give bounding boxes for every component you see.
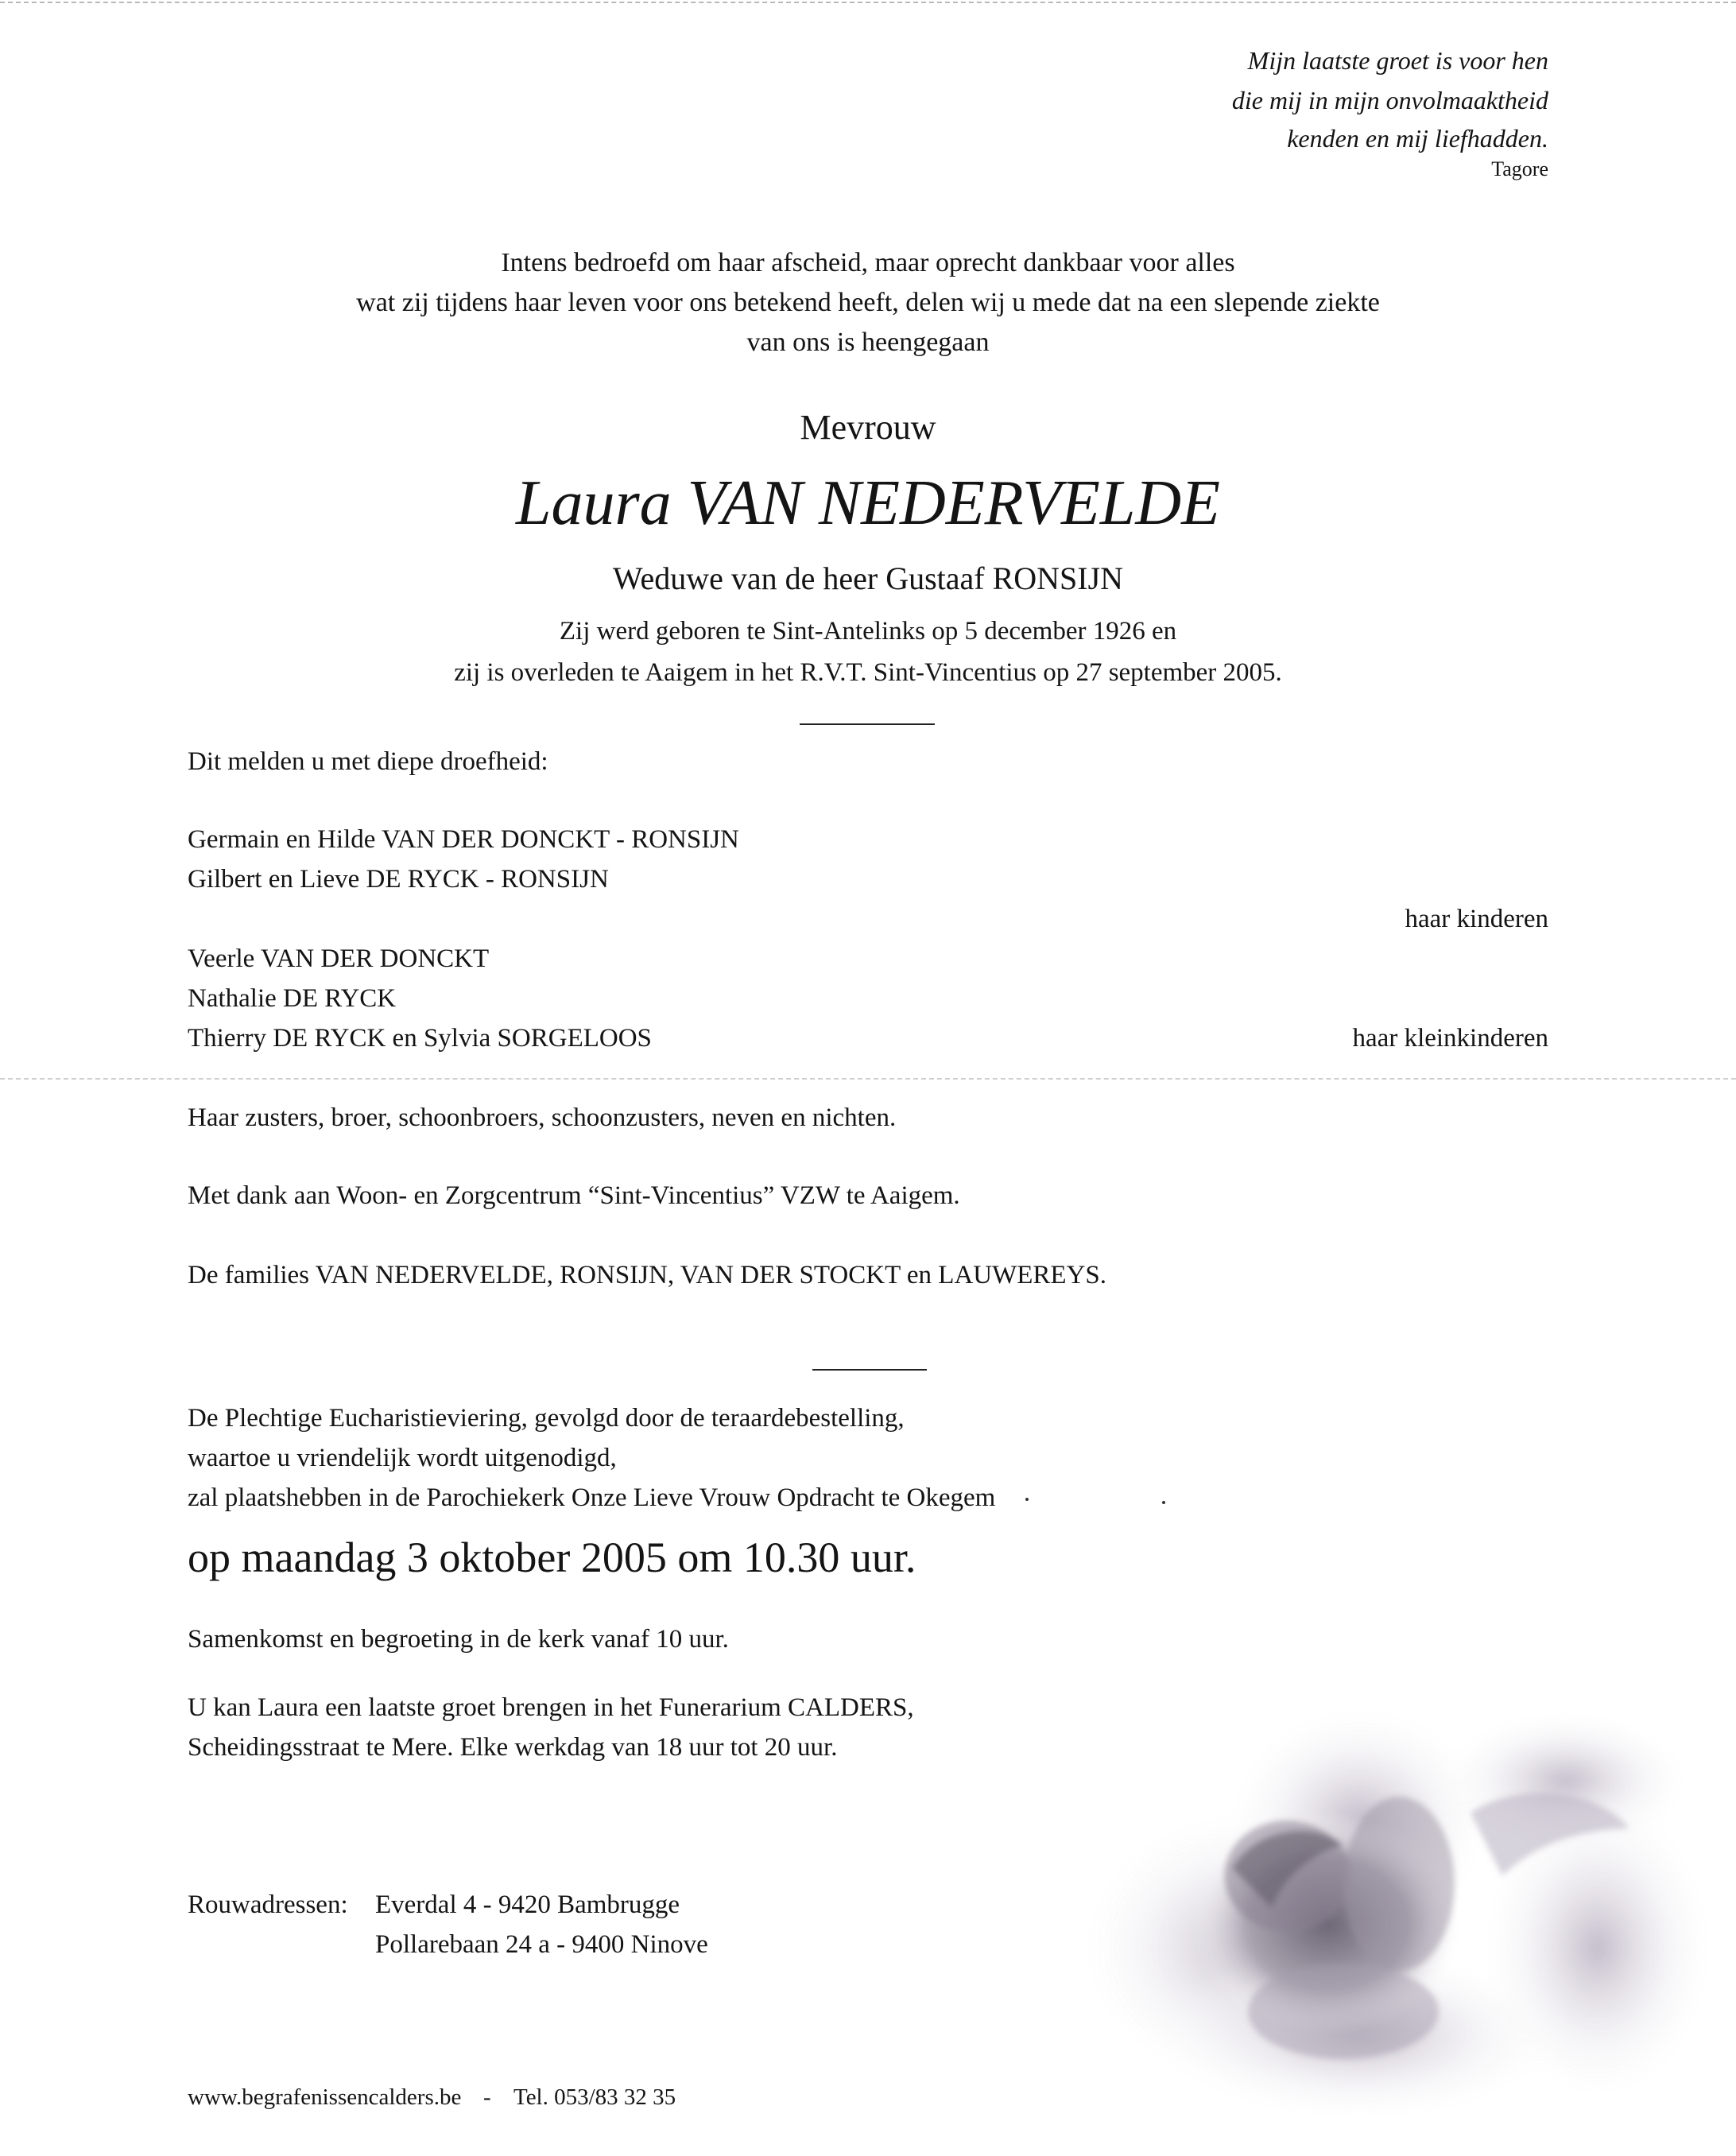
mourners-intro: Dit melden u met diepe droefheid: <box>188 747 548 776</box>
birth-line: Zij werd geboren te Sint-Antelinks op 5 december 1926 en <box>559 617 1177 646</box>
deceased-title: Mevrouw <box>800 408 936 447</box>
deceased-name: Laura VAN NEDERVELDE <box>516 468 1220 538</box>
intro-line-1: Intens bedroefd om haar afscheid, maar oprecht dankbaar voor alles <box>501 248 1235 277</box>
addresses-label: Rouwadressen: <box>188 1890 348 1919</box>
middle-fold-line <box>0 1078 1736 1080</box>
footer-separator: - <box>483 2084 491 2110</box>
quote-author: Tagore <box>1491 157 1548 180</box>
gathering-line: Samenkomst en begroeting in de kerk vanaf 10 uur. <box>188 1625 729 1654</box>
intro-line-2: wat zij tijdens haar leven voor ons betekend heeft, delen wij u mede dat na een slepende ziekte <box>356 288 1380 317</box>
ceremony-date: op maandag 3 oktober 2005 om 10.30 uur. <box>188 1534 916 1581</box>
top-fold-line <box>0 2 1736 3</box>
siblings-line: Haar zusters, broer, schoonbroers, schoonzusters, neven en nichten. <box>188 1103 897 1132</box>
visit-line-2: Scheidingsstraat te Mere. Elke werkdag van 18 uur tot 20 uur. <box>188 1733 838 1762</box>
death-line: zij is overleden te Aaigem in het R.V.T. Sint-Vincentius op 27 september 2005. <box>454 658 1282 687</box>
children-label: haar kinderen <box>1405 905 1548 933</box>
grandchild-2: Nathalie DE RYCK <box>188 984 397 1013</box>
phone-number: Tel. 053/83 32 35 <box>513 2084 676 2110</box>
ceremony-line-1: De Plechtige Eucharistieviering, gevolgd door de teraardebestelling, <box>188 1404 905 1433</box>
speck <box>1025 1498 1029 1501</box>
thanks-line: Met dank aan Woon- en Zorgcentrum “Sint-Vincentius” VZW te Aaigem. <box>188 1181 960 1210</box>
child-2: Gilbert en Lieve DE RYCK - RONSIJN <box>188 865 609 894</box>
grandchildren-label: haar kleinkinderen <box>1352 1024 1548 1053</box>
divider-2 <box>812 1369 927 1371</box>
website-link: www.begrafenissencalders.be <box>188 2084 462 2110</box>
address-2: Pollarebaan 24 a - 9400 Ninove <box>375 1930 708 1959</box>
child-1: Germain en Hilde VAN DER DONCKT - RONSIJN <box>188 825 739 854</box>
address-1: Everdal 4 - 9420 Bambrugge <box>375 1890 680 1919</box>
grandchild-1: Veerle VAN DER DONCKT <box>188 944 490 973</box>
visit-line-1: U kan Laura een laatste groet brengen in het Funerarium CALDERS, <box>188 1693 914 1722</box>
rose-illustration <box>914 1685 1709 2131</box>
speck <box>1162 1501 1165 1504</box>
quote-line-2: die mij in mijn onvolmaaktheid <box>1231 86 1548 114</box>
ceremony-line-2: waartoe u vriendelijk wordt uitgenodigd, <box>188 1444 617 1472</box>
quote-line-3: kenden en mij liefhadden. <box>1287 124 1548 153</box>
widow-of: Weduwe van de heer Gustaaf RONSIJN <box>612 560 1124 596</box>
quote-line-1: Mijn laatste groet is voor hen <box>1247 46 1548 75</box>
intro-line-3: van ons is heengegaan <box>746 328 990 357</box>
ceremony-line-3: zal plaatshebben in de Parochiekerk Onze Lieve Vrouw Opdracht te Okegem <box>188 1483 996 1512</box>
divider-1 <box>800 723 935 725</box>
families-line: De families VAN NEDERVELDE, RONSIJN, VAN DER STOCKT en LAUWEREYS. <box>188 1261 1107 1289</box>
grandchild-3: Thierry DE RYCK en Sylvia SORGELOOS <box>188 1024 652 1053</box>
